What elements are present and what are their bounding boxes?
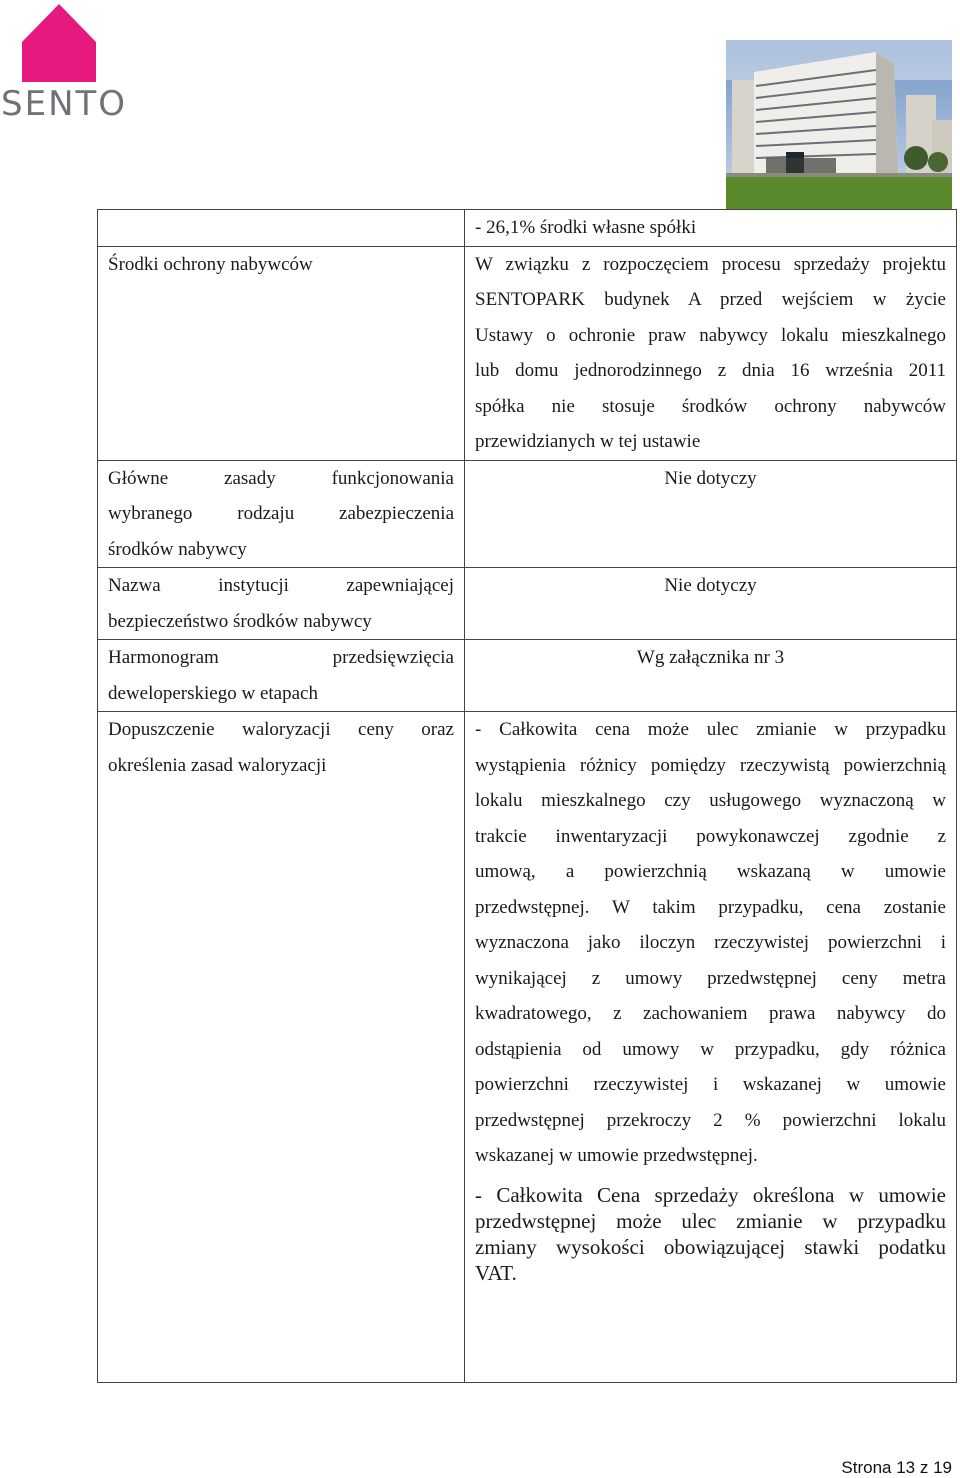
table-row — [98, 460, 957, 568]
text-line: umową, a powierzchnią wskazaną w umowie — [475, 861, 946, 882]
text-line: spółka nie stosuje środków ochrony nabywców — [475, 395, 946, 417]
label-cell — [98, 640, 465, 712]
text-line: lokalu mieszkalnego czy usługowego wyznaczoną w — [475, 790, 946, 811]
text-line: trakcie inwentaryzacji powykonawczej zgodnie z — [475, 825, 946, 847]
value-cell — [465, 210, 957, 247]
value-cell — [465, 568, 957, 640]
text-line: lub domu jednorodzinnego z dnia 16 września 2011 — [475, 360, 946, 381]
label-cell — [98, 246, 465, 460]
text-line: W związku z rozpoczęciem procesu sprzedaży projektu — [475, 253, 946, 275]
schedule-text: Wg załącznika nr 3 — [636, 647, 785, 668]
value-cell — [465, 246, 957, 460]
label-cell — [98, 460, 465, 568]
info-table — [97, 209, 957, 1383]
label-line: Harmonogram przedsięwzięcia — [108, 647, 454, 668]
not-applicable-text: Nie dotyczy — [664, 575, 757, 596]
text-line: powierzchni rzeczywistej i wskazanej w umowie — [475, 1074, 946, 1095]
text-line: VAT. — [475, 1260, 517, 1285]
label-line: wybranego rodzaju zabezpieczenia — [108, 503, 454, 524]
house-icon — [22, 4, 96, 84]
label-line: bezpieczeństwo środków nabywcy — [108, 610, 372, 632]
text-line: wyznaczona jako iloczyn rzeczywistej powierzchni i — [475, 932, 946, 953]
text-line: - Całkowita cena może ulec zmianie w przypadku — [475, 719, 946, 740]
not-applicable-text: Nie dotyczy — [664, 467, 757, 489]
label-line: określenia zasad waloryzacji — [108, 754, 327, 776]
label-line: Główne zasady funkcjonowania — [108, 467, 454, 489]
sento-logo — [0, 0, 130, 130]
value-cell — [465, 712, 957, 1383]
value-cell — [465, 460, 957, 568]
text-line: kwadratowego, z zachowaniem prawa nabywcy do — [475, 1003, 946, 1024]
logo-text: SENTO — [1, 84, 128, 124]
text-line: SENTOPARK budynek A przed wejściem w życie — [475, 289, 946, 310]
table-row — [98, 640, 957, 712]
text-line: przedwstępnej może ulec zmianie w przypadku — [475, 1208, 946, 1233]
text-line: Ustawy o ochronie praw nabywcy lokalu mieszkalnego — [475, 324, 946, 346]
label-cell — [98, 712, 465, 1383]
label-cell — [98, 568, 465, 640]
table-row — [98, 568, 957, 640]
building-render-image — [726, 40, 952, 210]
label-cell — [98, 210, 465, 247]
label-line: środków nabywcy — [108, 538, 247, 560]
label-line: Dopuszczenie waloryzacji ceny oraz — [108, 719, 454, 740]
text-line: odstąpienia od umowy w przypadku, gdy różnica — [475, 1038, 946, 1060]
table-row — [98, 246, 957, 460]
label-line: Nazwa instytucji zapewniającej — [108, 575, 454, 596]
funding-text: - 26,1% środki własne spółki — [475, 217, 697, 238]
page-number: Strona 13 z 19 — [841, 1458, 952, 1477]
text-line: - Całkowita Cena sprzedaży określona w umowie — [475, 1182, 946, 1207]
table-row — [98, 712, 957, 1383]
protection-label: Środki ochrony nabywców — [108, 253, 313, 275]
text-line: wystąpienia różnicy pomiędzy rzeczywistą powierzchnią — [475, 754, 946, 776]
text-line: wynikającej z umowy przedwstępnej ceny metra — [475, 967, 946, 989]
text-line: przedwstępnej przekroczy 2 % powierzchni lokalu — [475, 1109, 946, 1131]
text-line: wskazanej w umowie przedwstępnej. — [475, 1145, 758, 1166]
value-cell — [465, 640, 957, 712]
vat-paragraph — [475, 1182, 946, 1286]
table-row — [98, 210, 957, 247]
text-line: przedwstępnej. W takim przypadku, cena zostanie — [475, 896, 946, 918]
text-line: przewidzianych w tej ustawie — [475, 431, 701, 452]
label-line: deweloperskiego w etapach — [108, 682, 318, 704]
text-line: zmiany wysokości obowiązującej stawki podatku — [475, 1234, 946, 1259]
